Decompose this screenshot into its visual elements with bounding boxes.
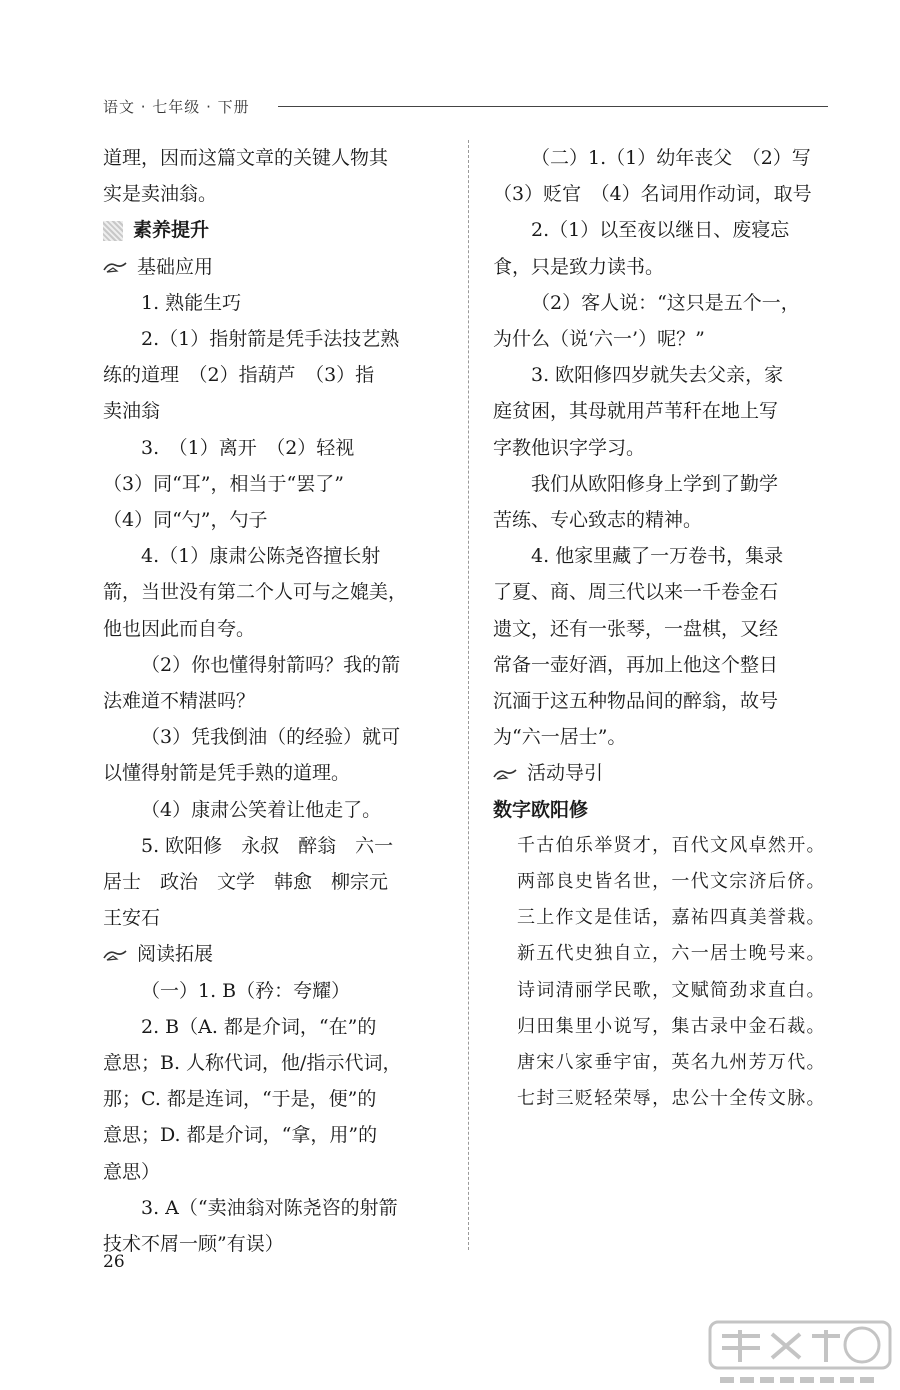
subsection-heading-reading — [103, 936, 449, 972]
answer-line: 箭，当世没有第二个人可与之媲美， — [103, 581, 408, 604]
answer-line: 我们从欧阳修身上学到了勤学 — [531, 472, 779, 495]
answer-line: 他也因此而自夸。 — [103, 617, 256, 640]
answer-line: （3）贬官 （4）名词用作动词，取号 — [493, 183, 812, 206]
answer-line: 卖油翁 — [103, 400, 161, 423]
poem-line: 七封三贬轻荣辱，忠公十全传文脉。 — [517, 1088, 826, 1110]
answer-line: 练的道理 （2）指葫芦 （3）指 — [103, 364, 375, 387]
answer-line: 了夏、商、周三代以来一千卷金石 — [493, 581, 779, 604]
answer-line: 1. 熟能生巧 — [141, 291, 242, 314]
right-column — [493, 140, 840, 1117]
poem-line: 归田集里小说写，集古录中金石裁。 — [517, 1015, 826, 1037]
answer-line: （二）1.（1）幼年丧父 （2）写 — [531, 147, 811, 169]
left-column — [103, 140, 449, 1262]
answer-line: 为“六一居士”。 — [493, 726, 627, 749]
pen-icon — [103, 948, 127, 962]
answer-line: 2. B（A. 都是介词，“在”的 — [141, 1015, 377, 1038]
answer-line: （2）你也懂得射箭吗？我的箭 — [141, 653, 401, 676]
answer-line: 遗文，还有一张琴，一盘棋，又经 — [493, 617, 779, 640]
answer-line: 庭贫困，其母就用芦苇秆在地上写 — [493, 400, 779, 423]
answer-line: （3）同“耳”，相当于“罢了” — [103, 472, 344, 495]
answer-line: 沉湎于这五种物品间的醉翁，故号 — [493, 690, 779, 713]
poem-line: 诗词清丽学民歌，文赋简劲求直白。 — [517, 979, 826, 1001]
column-divider — [468, 140, 469, 1250]
answer-line: 那；C. 都是连词，“于是，便”的 — [103, 1088, 377, 1111]
answer-line: 为什么（说‘六一’）呢？” — [493, 328, 705, 351]
answer-line: 3. A（“卖油翁对陈尧咨的射箭 — [141, 1196, 398, 1219]
poem-line: 千古伯乐举贤才，百代文风卓然开。 — [517, 834, 826, 856]
answer-line: （3）凭我倒油（的经验）就可 — [141, 726, 401, 749]
poem-title: 数字欧阳修 — [493, 798, 589, 821]
poem — [493, 828, 840, 1118]
text-line: 实是卖油翁。 — [103, 183, 218, 206]
answer-line: 4. 他家里藏了一万卷书，集录 — [531, 545, 784, 568]
answer-line: 法难道不精湛吗？ — [103, 690, 256, 713]
section-square-icon — [103, 221, 123, 241]
answer-line: 2.（1）指射箭是凭手法技艺熟 — [141, 328, 400, 351]
answer-line: 意思；B. 人称代词，他/指示代词， — [103, 1052, 402, 1075]
answer-line: （一）1. B（矜：夸耀） — [141, 979, 351, 1002]
answer-line: 食，只是致力读书。 — [493, 255, 665, 278]
answer-line: 技术不屑一顾”有误） — [103, 1233, 284, 1256]
poem-line: 三上作文是佳话，嘉祐四真美誉栽。 — [517, 907, 826, 929]
answer-line: 常备一壶好酒，再加上他这个整日 — [493, 653, 779, 676]
text-line: 道理，因而这篇文章的关键人物其 — [103, 147, 389, 169]
answer-line: 2.（1）以至夜以继日、废寝忘 — [531, 219, 790, 242]
answer-line: （4）同“勺”，勺子 — [103, 509, 268, 532]
subsection-heading-activity — [493, 755, 840, 791]
subsection-heading-basic — [103, 249, 449, 285]
answer-line: 以懂得射箭是凭手熟的道理。 — [103, 762, 351, 785]
pen-icon — [493, 767, 517, 781]
answer-line: 字教他识字学习。 — [493, 436, 646, 459]
poem-line: 唐宋八家垂宇宙，英名九州芳万代。 — [517, 1052, 826, 1074]
answer-line: 意思；D. 都是介词，“拿，用”的 — [103, 1124, 378, 1147]
answer-line: 4.（1）康肃公陈尧咨擅长射 — [141, 545, 381, 568]
section-heading-label: 素养提升 — [133, 219, 210, 242]
answer-line: 3. （1）离开 （2）轻视 — [141, 436, 355, 459]
answer-line: 王安石 — [103, 907, 161, 930]
header-rule — [278, 106, 828, 107]
running-head: 语文 · 七年级 · 下册 — [103, 98, 250, 116]
subsection-heading-label: 阅读拓展 — [137, 943, 214, 966]
section-heading-literacy — [103, 212, 449, 248]
answer-line: （2）客人说：“这只是五个一， — [531, 291, 800, 314]
answer-line: （4）康肃公笑着让他走了。 — [141, 798, 382, 821]
poem-line: 新五代史独自立，六一居士晚号来。 — [517, 943, 826, 965]
answer-line: 5. 欧阳修 永叔 醉翁 六一 — [141, 834, 394, 857]
answer-line: 居士 政治 文学 韩愈 柳宗元 — [103, 871, 389, 894]
subsection-heading-label: 活动导引 — [527, 762, 604, 785]
answer-line: 意思） — [103, 1160, 161, 1183]
pen-icon — [103, 260, 127, 274]
answer-line: 苦练、专心致志的精神。 — [493, 509, 703, 532]
page-number: 26 — [103, 1252, 125, 1272]
watermark-logo — [700, 1318, 900, 1390]
subsection-heading-label: 基础应用 — [137, 255, 214, 278]
poem-line: 两部良史皆名世，一代文宗济后侪。 — [517, 871, 826, 893]
answer-line: 3. 欧阳修四岁就失去父亲，家 — [531, 364, 784, 387]
